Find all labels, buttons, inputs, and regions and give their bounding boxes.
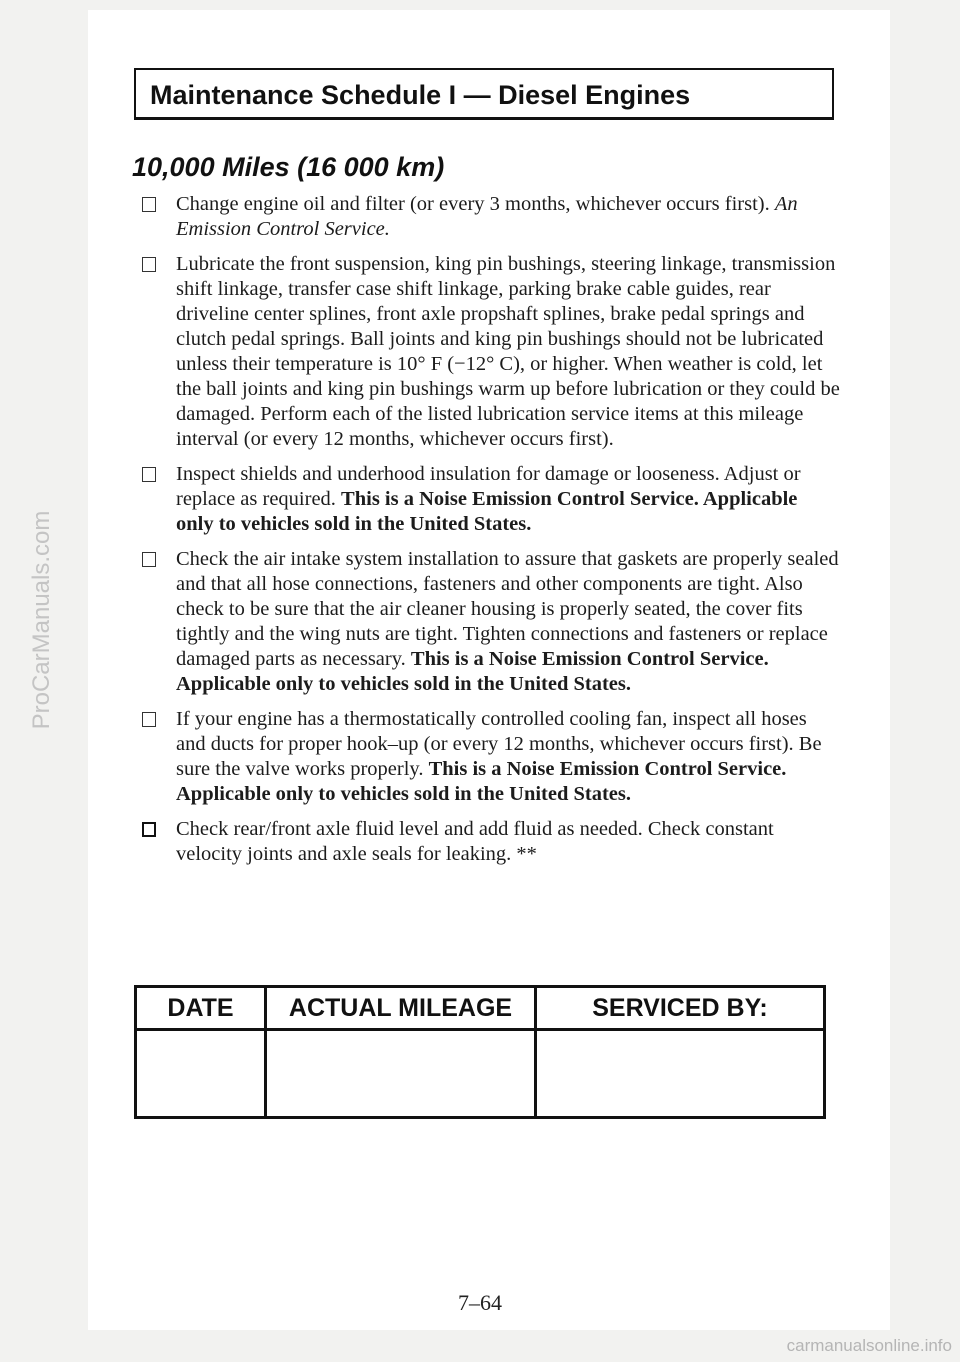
item-text bbox=[176, 547, 840, 697]
checklist-item bbox=[140, 462, 840, 537]
checkbox-icon[interactable] bbox=[142, 467, 156, 482]
item-text-bold: This is a Noise Emission Control Service. Applicable only to vehicles sold in the United States. bbox=[176, 648, 769, 695]
checklist-item bbox=[140, 817, 840, 867]
checkbox-icon[interactable] bbox=[142, 257, 156, 272]
checklist-item bbox=[140, 707, 840, 807]
item-text-plain: Inspect shields and underhood insulation for damage or looseness. Adjust or replace as required. bbox=[176, 463, 801, 510]
item-text-bold: This is a Noise Emission Control Service. Applicable only to vehicles sold in the United States. bbox=[176, 758, 787, 805]
item-text bbox=[176, 462, 840, 537]
side-watermark: ProCarManuals.com bbox=[28, 510, 55, 730]
table-header-row bbox=[136, 987, 825, 1030]
checklist-item bbox=[140, 192, 840, 242]
checkbox-icon[interactable] bbox=[142, 712, 156, 727]
item-text-plain: Check the air intake system installation to assure that gaskets are properly sealed and that all hose connections, fasteners and other components are tight. Also check to be sure that the air cleaner housing is properly seated, the cover fits tightly and the wing nuts are tight. Tighten connections and fasteners or replace damaged parts as necessary. bbox=[176, 548, 839, 670]
date-cell[interactable] bbox=[136, 1030, 266, 1118]
item-text-bold: This is a Noise Emission Control Service. Applicable only to vehicles sold in the United States. bbox=[176, 488, 798, 535]
checkbox-icon[interactable] bbox=[142, 822, 156, 837]
item-text bbox=[176, 707, 840, 807]
service-record-table bbox=[134, 985, 826, 1119]
item-text-plain: If your engine has a thermostatically controlled cooling fan, inspect all hoses and ducts for proper hook–up (or every 12 months, whichever occurs first). Be sure the valve works properly. bbox=[176, 708, 822, 780]
page-title: Maintenance Schedule I — Diesel Engines bbox=[150, 80, 691, 110]
bottom-watermark: carmanualsonline.info bbox=[786, 1336, 952, 1355]
column-header-date: DATE bbox=[136, 987, 266, 1030]
column-header-mileage: ACTUAL MILEAGE bbox=[266, 987, 536, 1030]
header-box bbox=[134, 68, 834, 120]
checkbox-icon[interactable] bbox=[142, 552, 156, 567]
mileage-cell[interactable] bbox=[266, 1030, 536, 1118]
serviced-by-cell[interactable] bbox=[536, 1030, 825, 1118]
item-text bbox=[176, 817, 840, 867]
item-text-plain: Change engine oil and filter (or every 3 months, whichever occurs first). bbox=[176, 193, 775, 215]
checklist bbox=[140, 192, 840, 877]
item-text bbox=[176, 192, 840, 242]
section-title: 10,000 Miles (16 000 km) bbox=[132, 152, 445, 182]
checklist-item bbox=[140, 547, 840, 697]
checkbox-icon[interactable] bbox=[142, 197, 156, 212]
item-text bbox=[176, 252, 840, 452]
checklist-item bbox=[140, 252, 840, 452]
table-row bbox=[136, 1030, 825, 1118]
item-text-italic: An Emission Control Service. bbox=[176, 193, 798, 240]
page-number: 7–64 bbox=[458, 1290, 502, 1315]
column-header-serviced-by: SERVICED BY: bbox=[536, 987, 825, 1030]
item-text-plain: Lubricate the front suspension, king pin bushings, steering linkage, transmission shift linkage, transfer case shift linkage, parking brake cable guides, rear driveline center splines, front axle propshaft splines, brake pedal springs and clutch pedal springs. Ball joints and king pin bushings should not be lubricated unless their temperature is 10° F (−12° C), or higher. When weather is cold, let the ball joints and king pin bushings warm up before lubrication or they could be damaged. Perform each of the listed lubrication service items at this mileage interval (or every 12 months, whichever occurs first). bbox=[176, 253, 840, 450]
item-text-plain: Check rear/front axle fluid level and add fluid as needed. Check constant velocity joints and axle seals for leaking. ** bbox=[176, 818, 774, 865]
